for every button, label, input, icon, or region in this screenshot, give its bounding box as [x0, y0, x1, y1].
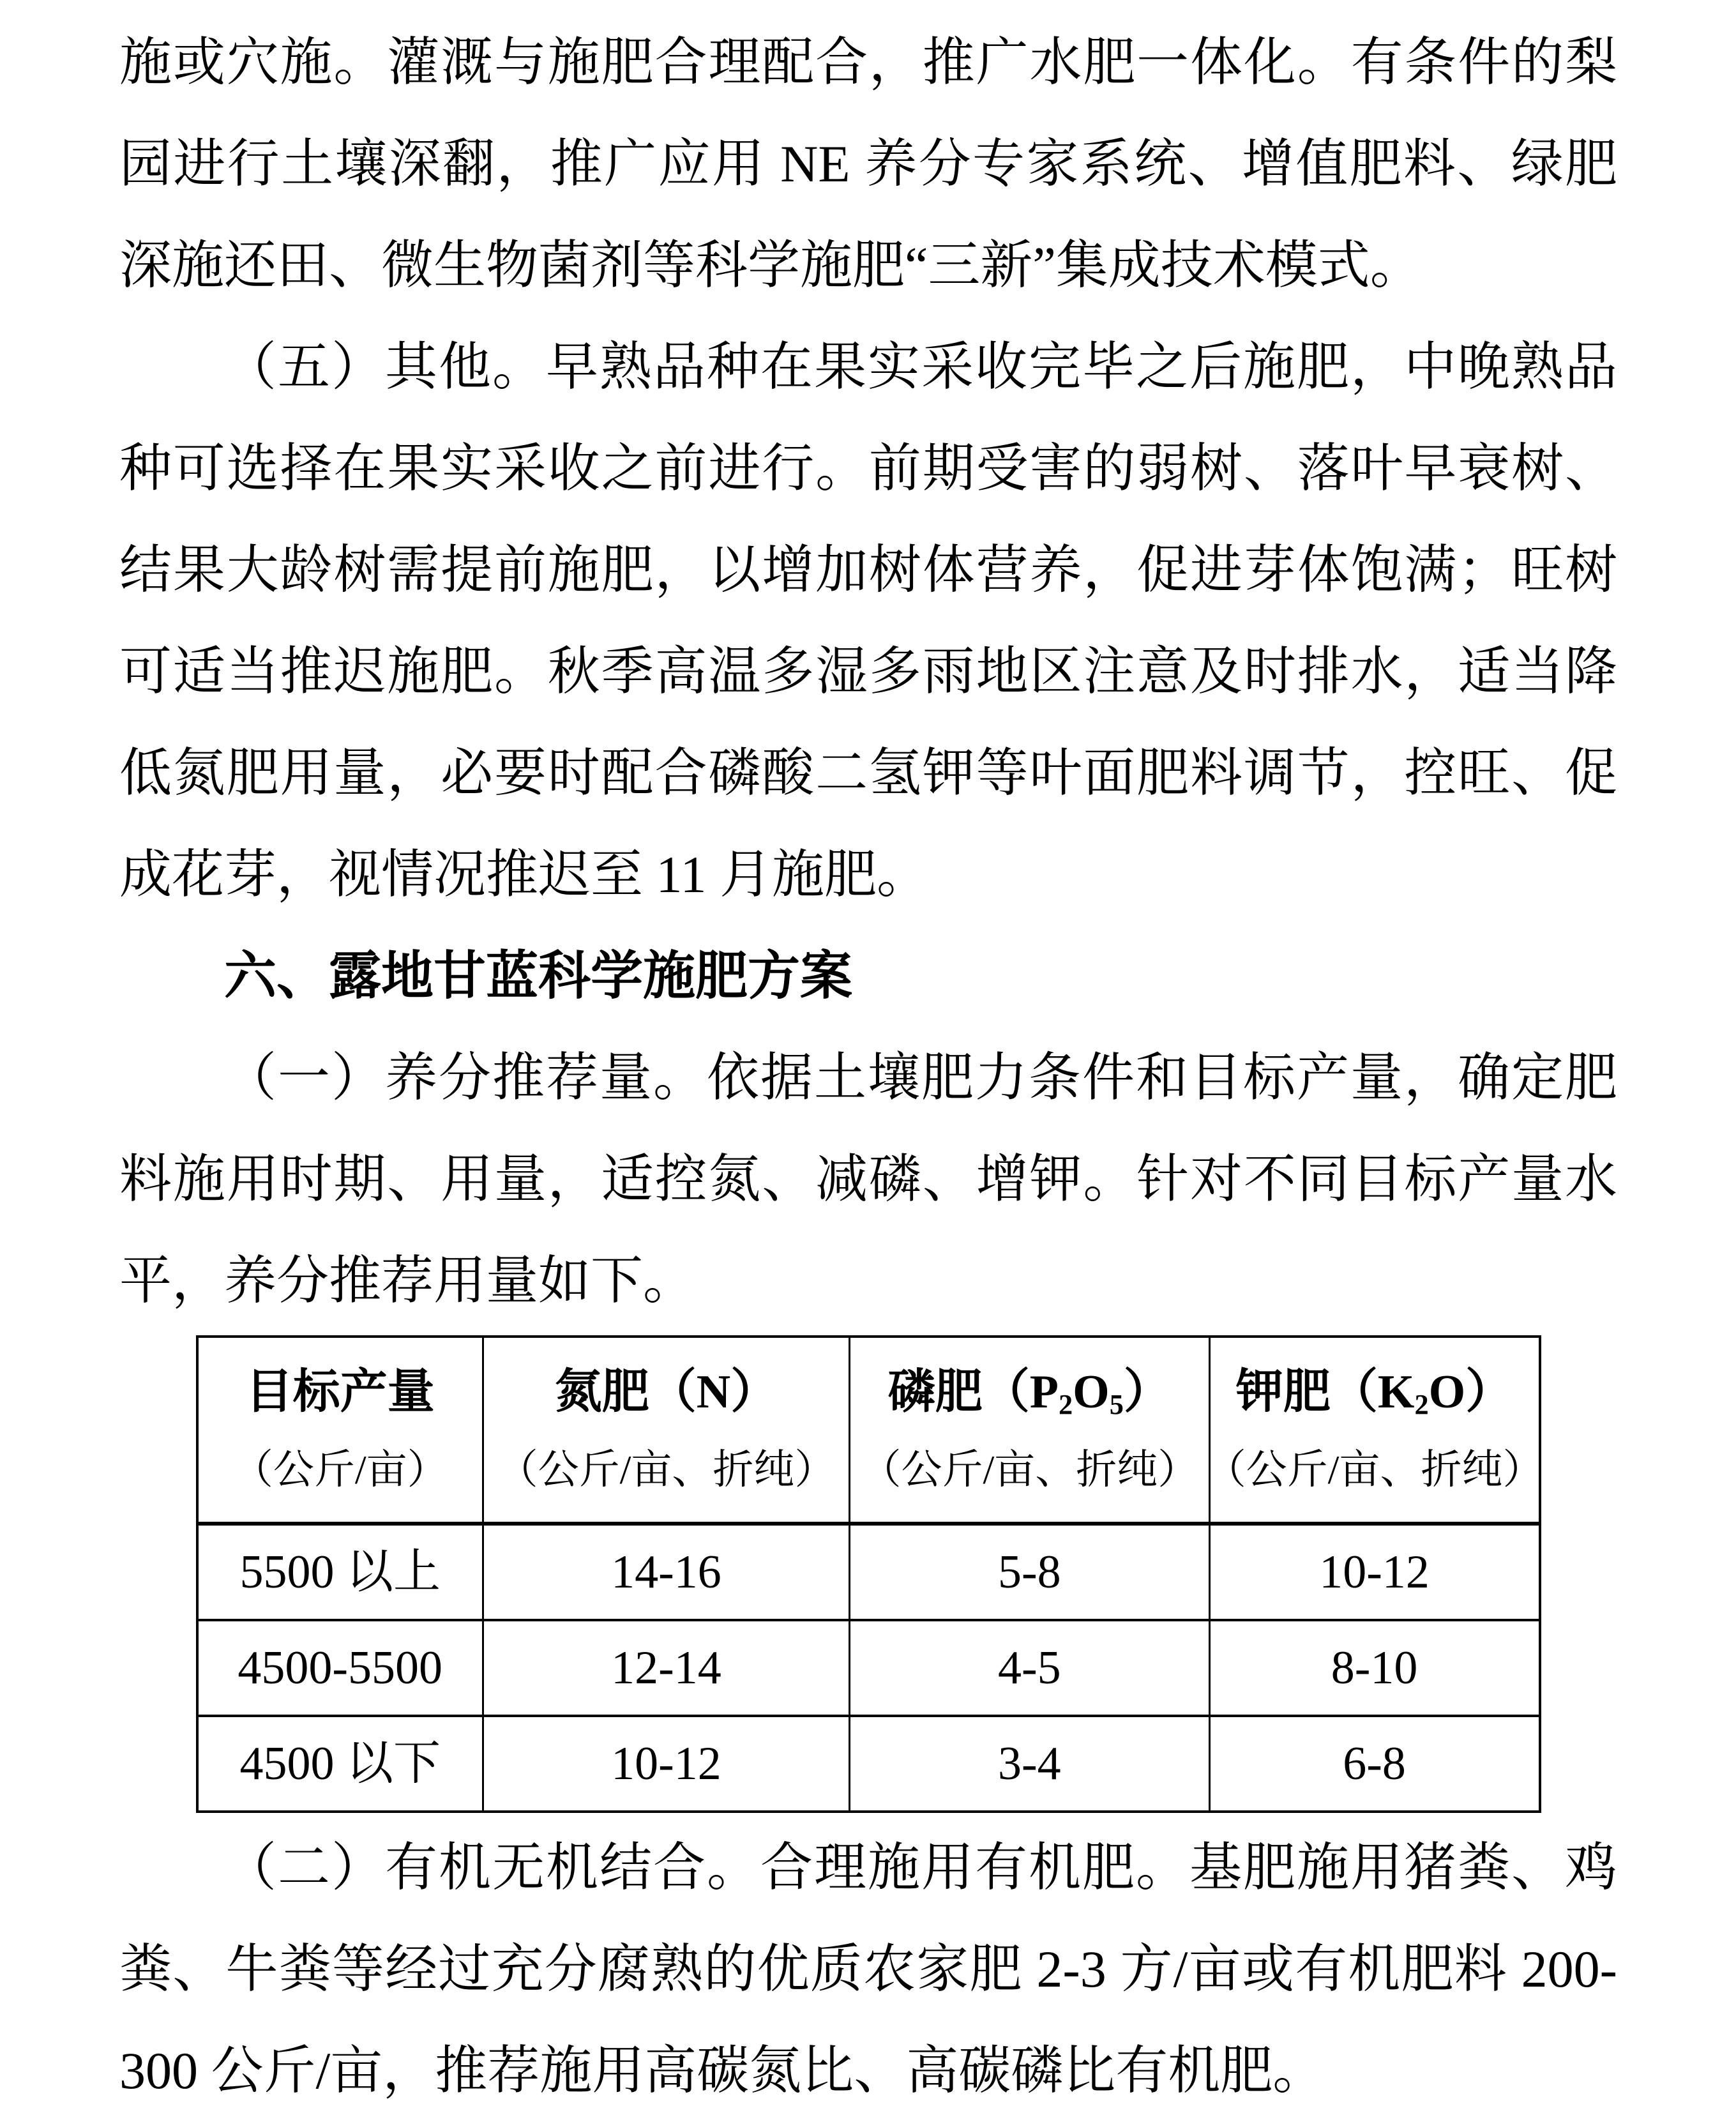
paragraph-other-timing: （五）其他。早熟品种在果实采收完毕之后施肥，中晚熟品种可选择在果实采收之前进行。前期受害的弱树、落叶早衰树、结果大龄树需提前施肥，以增加树体营养，促进芽体饱满；旺树可适当推迟施肥。秋季高温多湿多雨地区注意及时排水，适当降低氮肥用量，必要时配合磷酸二氢钾等叶面肥料调节，控旺、促成花芽，视情况推迟至 11 月施肥。	[119, 338, 1617, 904]
chem-subscript: 2	[1414, 1388, 1429, 1421]
table-header-row	[197, 1337, 1540, 1524]
cell-phosphate: 4-5	[850, 1620, 1210, 1716]
column-title-potash	[1235, 1366, 1513, 1421]
col-header-potash	[1205, 1337, 1544, 1524]
column-title-text: O	[1073, 1366, 1110, 1419]
col-header-nitrogen	[483, 1337, 849, 1524]
paragraph-fertigation-continuation: 施或穴施。灌溉与施肥合理配合，推广水肥一体化。有条件的梨园进行土壤深翻，推广应用 NE 养分专家系统、增值肥料、绿肥深施还田、微生物菌剂等科学施肥“三新”集成技术模式。	[119, 33, 1617, 294]
cell-potash: 10-12	[1209, 1524, 1539, 1620]
column-title-text: ）	[1123, 1366, 1171, 1419]
cell-nitrogen: 12-14	[483, 1620, 849, 1716]
nutrient-recommendation-table	[196, 1335, 1544, 1813]
col-header-phosphate	[850, 1337, 1210, 1524]
cell-nitrogen: 10-12	[483, 1716, 849, 1812]
column-title-text: 钾肥（K	[1235, 1366, 1415, 1419]
col-header-target-yield-inner	[199, 1338, 482, 1522]
cell-phosphate: 5-8	[850, 1524, 1210, 1620]
cell-phosphate: 3-4	[850, 1716, 1210, 1812]
column-title-text: 磷肥（P	[887, 1366, 1059, 1419]
col-header-target-yield	[197, 1337, 483, 1524]
chem-subscript: 2	[1058, 1388, 1073, 1421]
column-title-target-yield	[246, 1367, 435, 1418]
table-row	[197, 1716, 1540, 1812]
col-header-potash-inner	[1205, 1338, 1544, 1522]
column-title-text: 氮肥（N）	[554, 1366, 778, 1419]
column-unit-potash: （公斤/亩、折纯）	[1205, 1447, 1544, 1493]
cell-target-yield: 4500 以下	[197, 1716, 483, 1812]
column-title-phosphate	[887, 1366, 1171, 1421]
col-header-phosphate-inner	[850, 1338, 1209, 1522]
column-title-nitrogen	[555, 1367, 778, 1418]
cell-target-yield: 4500-5500	[197, 1620, 483, 1716]
column-unit-phosphate: （公斤/亩、折纯）	[860, 1447, 1199, 1493]
cell-target-yield: 5500 以上	[197, 1524, 483, 1620]
table-row	[197, 1524, 1540, 1620]
paragraph-nutrient-recommendation: （一）养分推荐量。依据土壤肥力条件和目标产量，确定肥料施用时期、用量，适控氮、减磷、增钾。针对不同目标产量水平，养分推荐用量如下。	[119, 1049, 1617, 1310]
section-heading-cabbage-plan: 六、露地甘蓝科学施肥方案	[224, 947, 853, 1005]
chem-subscript: 5	[1109, 1388, 1124, 1421]
column-title-text: O）	[1428, 1366, 1513, 1419]
table-row	[197, 1620, 1540, 1716]
col-header-nitrogen-inner	[484, 1338, 849, 1522]
cell-nitrogen: 14-16	[483, 1524, 849, 1620]
cell-potash: 6-8	[1209, 1716, 1539, 1812]
column-unit-target-yield: （公斤/亩）	[232, 1447, 448, 1493]
cell-potash: 8-10	[1209, 1620, 1539, 1716]
paragraph-organic-inorganic: （二）有机无机结合。合理施用有机肥。基肥施用猪粪、鸡粪、牛粪等经过充分腐熟的优质农家肥 2-3 方/亩或有机肥料 200-300 公斤/亩，推荐施用高碳氮比、高碳磷比有机肥。	[119, 1838, 1617, 2100]
column-unit-nitrogen: （公斤/亩、折纯）	[497, 1447, 836, 1493]
column-title-text: 目标产量	[245, 1366, 435, 1419]
